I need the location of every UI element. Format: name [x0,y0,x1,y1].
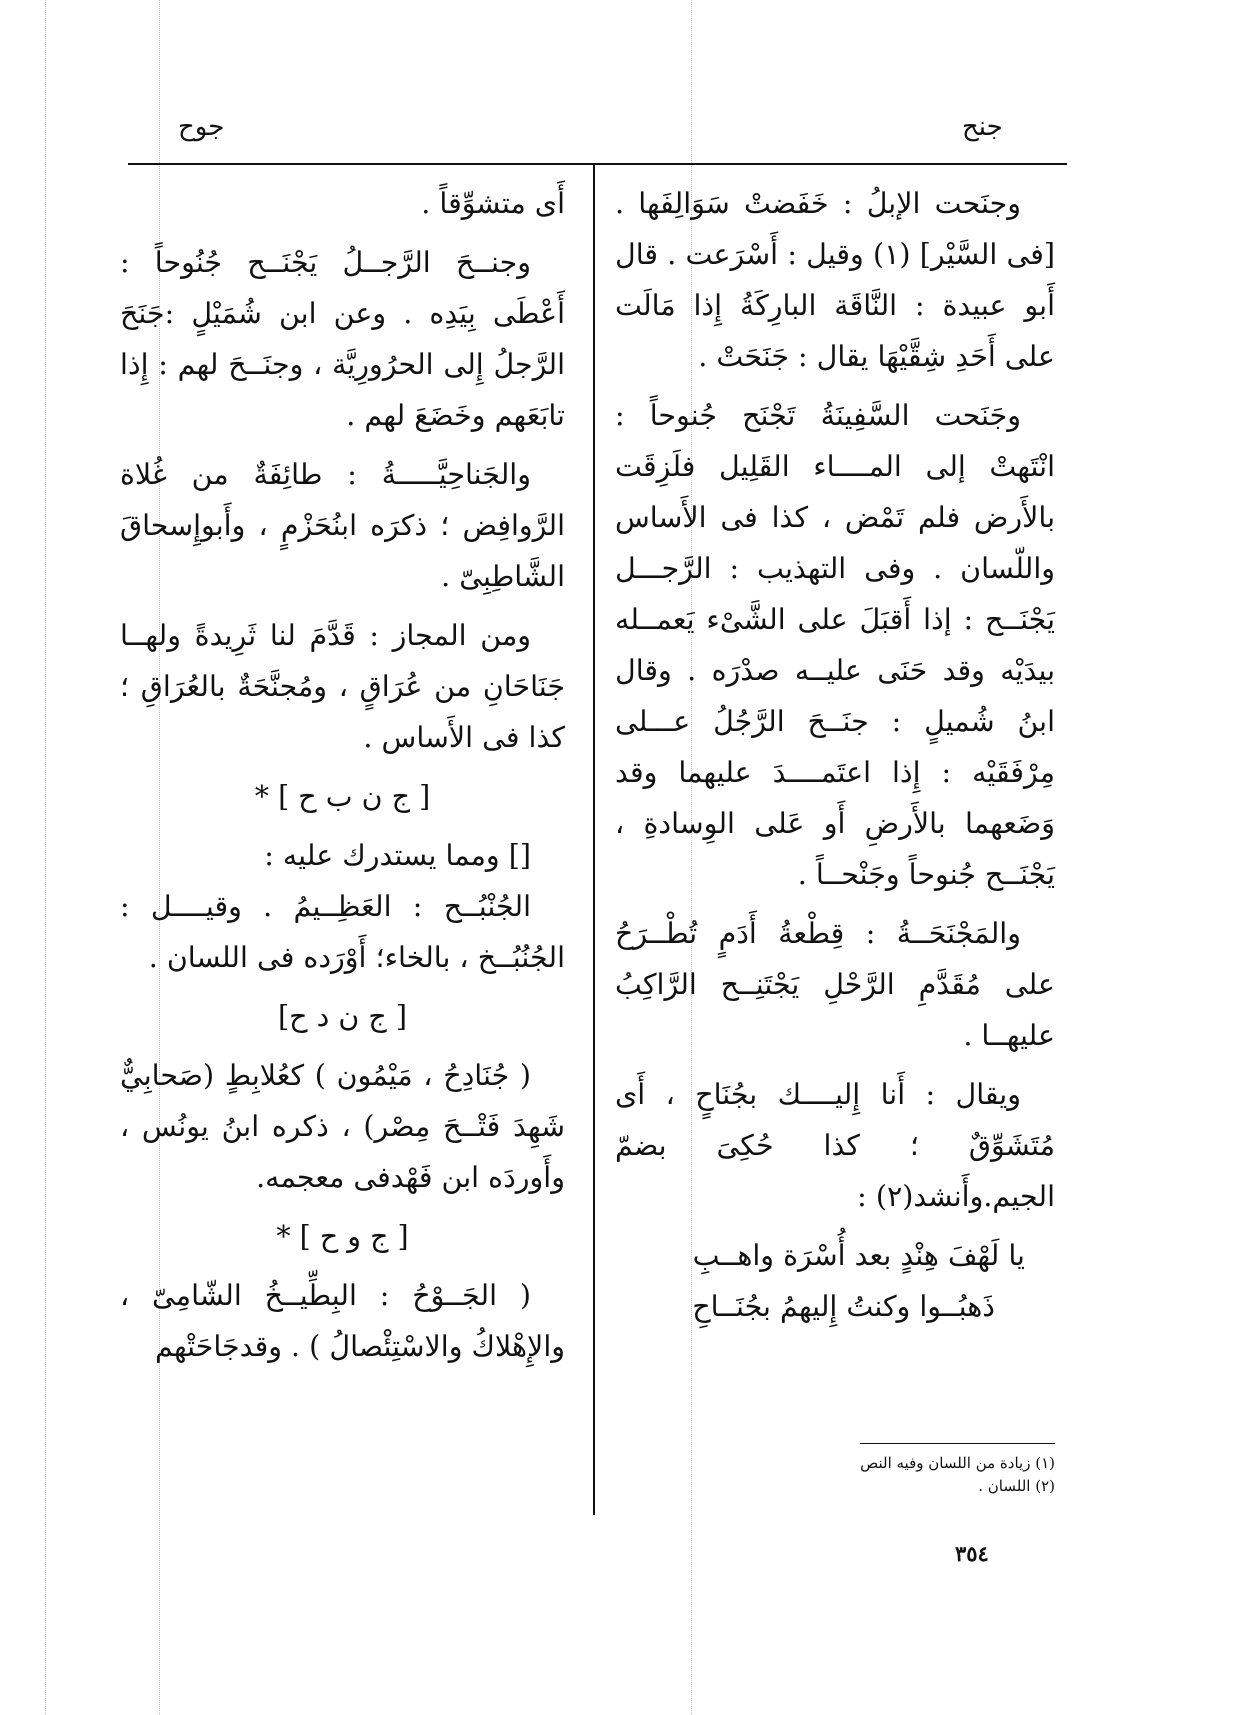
paragraph: ( جُنَادِحُ ، مَيْمُون ) كعُلابِطٍ (صَحابِيٌّ شَهِدَ فَتْــحَ مِصْر) ، ذكره ابنُ يونُس ، وأَوردَه ابن فَهْدفى معجمه. [120,1059,565,1194]
paragraph: والجَناحِيَّـــــةُ : طائِفَةٌ من غُلاة الرَّوافِض ؛ ذكرَه ابنُحَزْمٍ ، وأَبوإِسحاقَ الشَّاطِبِىّ . [120,458,565,593]
footnote: (٢) اللسان . [978,1477,1055,1495]
footnote: (١) زيادة من اللسان وفيه النص [860,1454,1055,1472]
page-number: ٣٥٤ [955,1541,989,1566]
entry-heading: [ ج و ح ] * [276,1220,409,1253]
left-column [120,178,565,1380]
header-right-word: جنح [962,112,1003,142]
paragraph: وجنــحَ الرَّجــلُ يَجْنَــح جُنُوحاً : أَعْطَى بِيَدِه . وعن ابن شُمَيْلٍ :جَنَحَ الرَّجلُ إِلى الحرُورِيَّة ، وجنَــحَ لهم : إِذا تابَعَهم وخَضَعَ لهم . [120,246,565,432]
verse-line: يا لَهْفَ هِنْدٍ بعد أُسْرَة واهــبِ [692,1239,1025,1272]
column-divider [593,165,595,1515]
paragraph: وجنَحت الإبلُ : خَفَضتْ سَوَالِفَها . [فى السَّيْر] (١) وقيل : أَسْرَعت . قال أَبو عبيدة : النَّاقَة البارِكَةُ إِذا مَالَت على أَحَدِ شِقَّيْهَا يقال : جَنَحَتْ . [615,187,1055,373]
entry-heading: [ ج ن د ح] [278,1000,407,1033]
paragraph: وجَنَحت السَّفِينَةُ تَجْنَح جُنوحاً : انْتَهتْ إلى المــــاء القَلِيل فلَزِقَت بالأَرض فلم تَمْض ، كذا فى الأَساس واللّسان . وفى التهذيب : الرَّجـــل يَجْنَــح : إذا أَقبَلَ على الشَّىْء يَعمــله بيدَيْه وقد حَنَى عليــه صدْرَه . وقال ابنُ شُميلٍ : جنَــحَ الرَّجُلُ عـــلى مِرْفَقَيْه : إِذا اعتَمــــدَ عليهما وقد وَضَعهما بالأَرضِ أَو عَلى الوِسادةِ ، يَجْنَــح جُنوحاً وجَنْحــاً . [615,399,1055,891]
header-left-word: جوح [178,112,225,142]
entry-heading: [ ج ن ب ح ] * [254,780,431,813]
footnotes [700,1452,1055,1498]
scan-artifact [45,0,46,1715]
paragraph: الجُنْبُــح : العَظِــيمُ . وقيــــل : الجُنُبُــخ ، بالخاء؛ أَوْرَده فى اللسان . [120,890,565,974]
verse-line: ذَهبُــوا وكنتُ إِليهمُ بجُنَــاحِ [692,1290,995,1323]
paragraph: ( الجَــوْحُ : البِطِّيــخُ الشّامِىّ ، والإِهْلاكُ والاسْتِئْصالُ ) . وقدجَاحَتْهم [120,1279,565,1363]
header-rule [128,163,1067,165]
paragraph: [] ومما يستدرك عليه : [264,839,531,872]
paragraph: والمَجْنَحَــةُ : قِطْعةُ أَدَمٍ تُطْــرَحُ على مُقَدَّمِ الرَّحْلِ يَجْتَنِــح الرَّاكِبُ عليهــا . [615,917,1055,1052]
paragraph: ويقال : أَنا إِليــــك بجُنَاحٍ ، أَى مُتَشَوِّقٌ ؛ كذا حُكِىَ بضمّ الجيم.وأَنشد(٢) : [615,1078,1055,1213]
paragraph: أَى متشوِّقاً . [421,187,565,220]
footnote-rule [860,1443,1055,1444]
paragraph: ومن المجاز : قَدَّمَ لنا ثَرِيدةً ولهــا جَنَاحَانِ من عُرَاقٍ ، ومُجنَّحَةٌ بالعُرَاقِ ؛ كذا فى الأَساس . [120,619,565,754]
right-column [615,178,1055,1340]
